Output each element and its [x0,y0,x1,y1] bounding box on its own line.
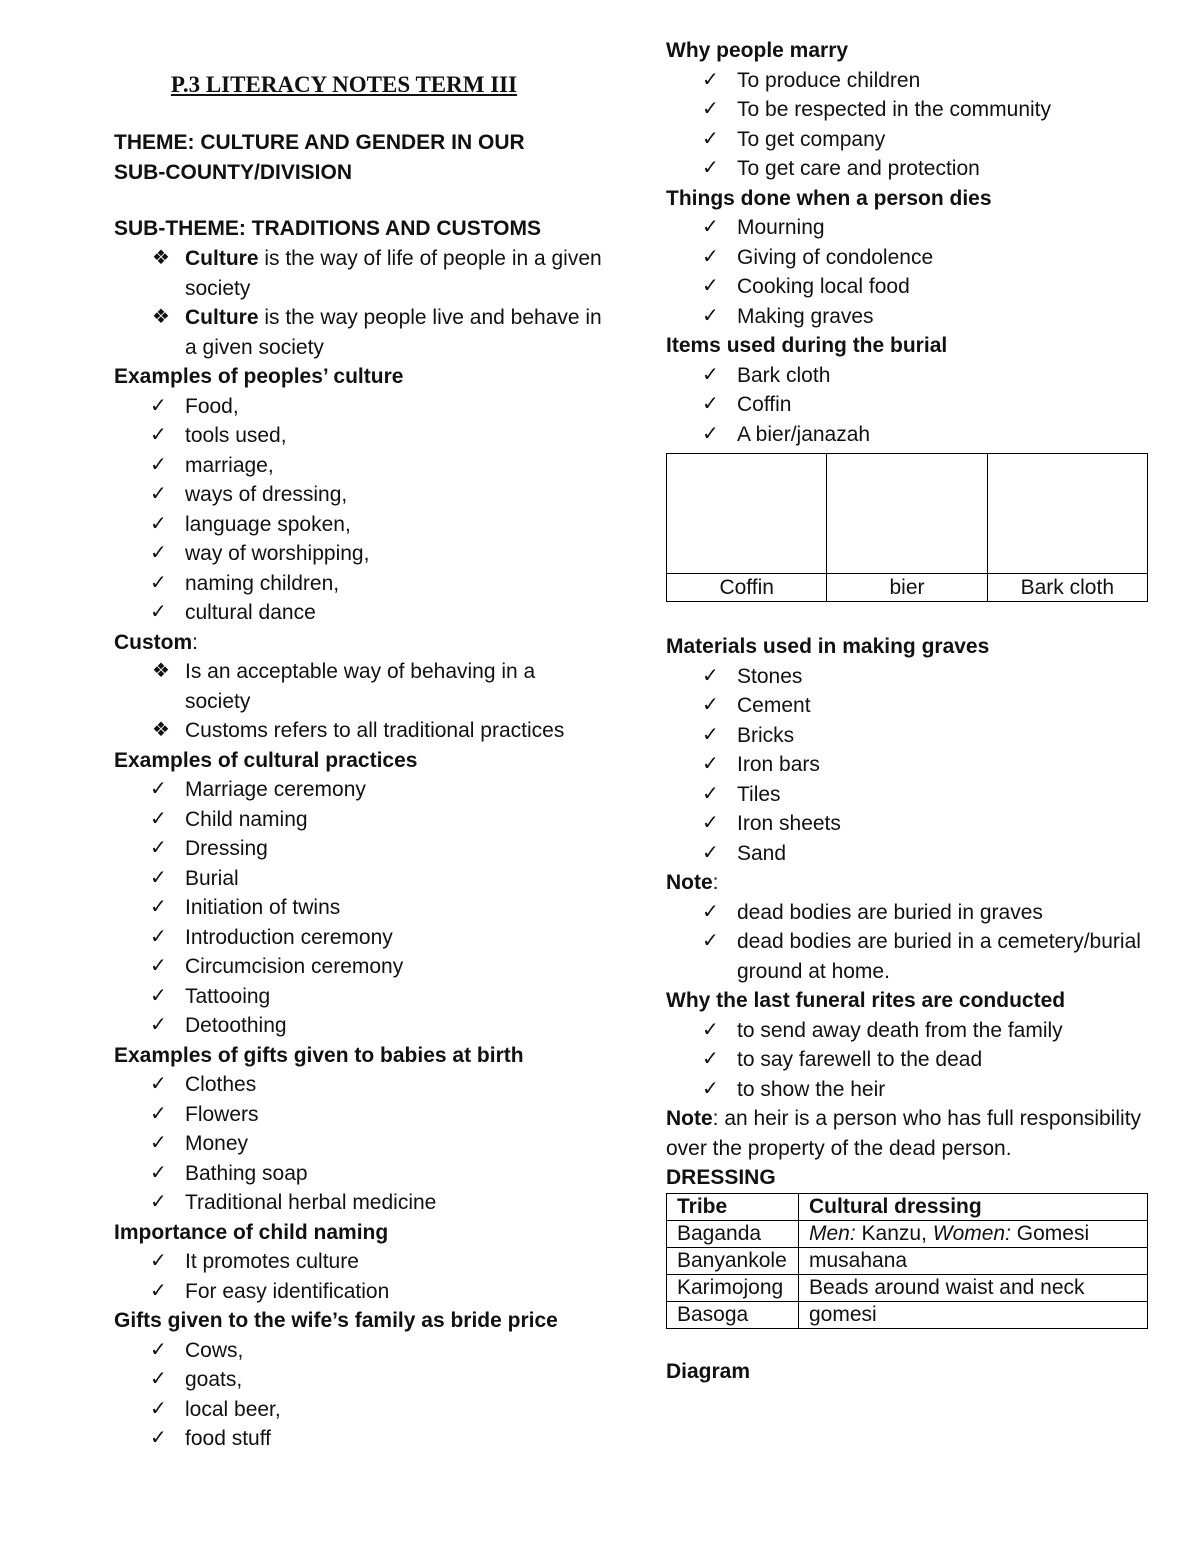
section-heading: Why people marry [666,39,849,62]
list-item: ✓ goats, [114,1365,604,1395]
list-item: ✓ It promotes culture [114,1247,604,1277]
coffin-picture-cell [667,454,827,574]
list-item: ✓ Iron bars [666,750,1156,780]
list-item: ✓ For easy identification [114,1277,604,1307]
check-icon: ✓ [150,394,167,417]
section-heading: Custom: [114,630,199,654]
check-icon: ✓ [702,1048,719,1070]
table-row [667,1247,1148,1274]
check-icon: ✓ [702,841,719,864]
cultural-practices-list [114,775,604,1041]
bier-picture-cell [827,454,987,574]
culture-examples-list [114,392,604,628]
check-icon: ✓ [150,542,167,564]
list-item: ✓ Giving of condolence [666,243,1156,273]
list-item: ✓ Tattooing [114,982,604,1012]
check-icon: ✓ [702,275,719,297]
check-icon: ✓ [150,866,167,889]
section-heading: Examples of cultural practices [114,748,418,772]
list-item: ✓ marriage, [114,451,604,481]
check-icon: ✓ [702,900,719,923]
list-item: ✓ Mourning [666,213,1156,243]
check-icon: ✓ [702,812,719,834]
table-row [667,1274,1148,1301]
list-item: ✓ Circumcision ceremony [114,952,604,982]
list-item: ✓ Coffin [666,390,1156,420]
table-cell: Karimojong [667,1274,799,1301]
section-heading: Items used during the burial [666,334,948,357]
list-item: ✓ Money [114,1129,604,1159]
list-item: ✓ Bricks [666,721,1156,751]
list-item: ✓ Traditional herbal medicine [114,1188,604,1218]
check-icon: ✓ [150,807,167,830]
check-icon: ✓ [150,1279,167,1302]
check-icon: ✓ [702,422,719,445]
list-item: ✓ cultural dance [114,598,604,628]
list-item: ✓ Making graves [666,302,1156,332]
list-item: ✓ Burial [114,864,604,894]
culture-definitions [114,244,604,362]
check-icon: ✓ [702,216,719,238]
check-icon: ✓ [150,1427,167,1449]
list-item: ❖ Culture is the way people live and behave in a given society [114,303,604,362]
table-cell: Beads around waist and neck [799,1274,1148,1301]
list-item: ✓ Flowers [114,1100,604,1130]
list-item: ✓ Sand [666,839,1156,869]
custom-list [114,657,604,746]
table-cell: gomesi [799,1301,1148,1328]
page-title: P.3 LITERACY NOTES TERM III [170,72,518,97]
check-icon: ✓ [150,1073,167,1095]
why-marry-list [666,66,1156,184]
list-item: ✓ to say farewell to the dead [666,1045,1156,1075]
check-icon: ✓ [150,896,167,918]
table-cell: Basoga [667,1301,799,1328]
check-icon: ✓ [702,127,719,150]
list-item: ✓ to show the heir [666,1075,1156,1105]
table-cell: Banyankole [667,1247,799,1274]
section-heading: Importance of child naming [114,1220,389,1244]
check-icon: ✓ [150,601,167,623]
list-item: ✓ Introduction ceremony [114,923,604,953]
check-icon: ✓ [150,1397,167,1420]
diagram-label: Diagram [666,1359,751,1383]
check-icon: ✓ [702,930,719,952]
list-item: ✓ way of worshipping, [114,539,604,569]
check-icon: ✓ [150,571,167,594]
table-cell: bier [827,574,987,602]
check-icon: ✓ [150,424,167,446]
check-icon: ✓ [150,1132,167,1154]
list-item: ✓ A bier/janazah [666,420,1156,450]
list-item: ✓ tools used, [114,421,604,451]
check-icon: ✓ [150,483,167,505]
check-icon: ✓ [702,304,719,327]
table-cell: Men: Kanzu, Women: Gomesi [799,1220,1148,1247]
diamond-bullet-icon: ❖ [152,660,170,682]
list-item: ✓ Bark cloth [666,361,1156,391]
table-cell: Coffin [667,574,827,602]
list-item: ✓ To get care and protection [666,154,1156,184]
section-heading: Note: [666,871,719,894]
list-item: ✓ To be respected in the community [666,95,1156,125]
check-icon: ✓ [150,1102,167,1125]
list-item: ✓ Dressing [114,834,604,864]
theme-heading: THEME: CULTURE AND GENDER IN OUR SUB-COUNTY/DIVISION [114,131,525,184]
list-item: ✓ dead bodies are buried in graves [666,898,1156,928]
list-item: ✓ naming children, [114,569,604,599]
list-item: ❖ Culture is the way of life of people in a given society [114,244,604,303]
bride-price-list [114,1336,604,1454]
list-item: ❖ Is an acceptable way of behaving in a society [114,657,604,716]
grave-materials-list [666,662,1156,869]
diamond-bullet-icon: ❖ [152,719,170,741]
list-item: ✓ ways of dressing, [114,480,604,510]
table-cell: musahana [799,1247,1148,1274]
funeral-rites-list [666,1016,1156,1105]
check-icon: ✓ [150,512,167,535]
list-item: ✓ Detoothing [114,1011,604,1041]
list-item: ✓ Cooking local food [666,272,1156,302]
check-icon: ✓ [702,157,719,179]
table-row [667,1220,1148,1247]
list-item: ✓ Stones [666,662,1156,692]
check-icon: ✓ [702,782,719,805]
check-icon: ✓ [702,393,719,415]
table-header: Tribe [667,1193,799,1220]
list-item: ✓ Bathing soap [114,1159,604,1189]
section-heading: Gifts given to the wife’s family as bride price [114,1309,558,1332]
list-item: ✓ dead bodies are buried in a cemetery/burial ground at home. [666,927,1156,986]
check-icon: ✓ [150,1161,167,1184]
list-item: ✓ Marriage ceremony [114,775,604,805]
check-icon: ✓ [702,363,719,386]
section-heading: Why the last funeral rites are conducted [666,989,1066,1012]
list-item: ✓ language spoken, [114,510,604,540]
diamond-bullet-icon: ❖ [152,306,170,328]
right-column [666,36,1156,1387]
list-item: ✓ to send away death from the family [666,1016,1156,1046]
table-cell: Bark cloth [987,574,1147,602]
table-row [667,1301,1148,1328]
diamond-bullet-icon: ❖ [152,247,170,269]
baby-gifts-list [114,1070,604,1218]
check-icon: ✓ [150,984,167,1007]
subtheme-heading: SUB-THEME: TRADITIONS AND CUSTOMS [114,217,541,240]
list-item: ✓ Cement [666,691,1156,721]
left-column [114,0,604,1454]
check-icon: ✓ [702,245,719,268]
list-item: ✓ To produce children [666,66,1156,96]
check-icon: ✓ [150,453,167,476]
check-icon: ✓ [150,955,167,977]
check-icon: ✓ [702,68,719,91]
check-icon: ✓ [150,1014,167,1036]
when-dies-list [666,213,1156,331]
check-icon: ✓ [150,1338,167,1361]
section-heading: Examples of gifts given to babies at birth [114,1043,524,1067]
check-icon: ✓ [150,1368,167,1390]
check-icon: ✓ [702,694,719,716]
section-heading: Materials used in making graves [666,635,990,658]
heir-note: Note: an heir is a person who has full responsibility over the property of the dead person. [666,1107,1142,1160]
dressing-table [666,1193,1148,1329]
check-icon: ✓ [702,1077,719,1100]
section-heading: DRESSING [666,1166,776,1189]
check-icon: ✓ [150,778,167,800]
list-item: ✓ Cows, [114,1336,604,1366]
list-item: ✓ Tiles [666,780,1156,810]
check-icon: ✓ [702,98,719,120]
table-header: Cultural dressing [799,1193,1148,1220]
list-item: ✓ local beer, [114,1395,604,1425]
check-icon: ✓ [702,723,719,746]
check-icon: ✓ [150,837,167,859]
burial-items-list [666,361,1156,450]
check-icon: ✓ [150,925,167,948]
check-icon: ✓ [702,753,719,775]
section-heading: Things done when a person dies [666,186,992,210]
list-item: ✓ Child naming [114,805,604,835]
list-item: ✓ Initiation of twins [114,893,604,923]
check-icon: ✓ [150,1250,167,1272]
list-item: ✓ Food, [114,392,604,422]
child-naming-list [114,1247,604,1306]
burial-items-table [666,453,1148,602]
bark-cloth-picture-cell [987,454,1147,574]
note-list [666,898,1156,987]
check-icon: ✓ [702,664,719,687]
table-cell: Baganda [667,1220,799,1247]
list-item: ❖ Customs refers to all traditional practices [114,716,604,746]
section-heading: Examples of peoples’ culture [114,365,404,388]
list-item: ✓ Clothes [114,1070,604,1100]
list-item: ✓ To get company [666,125,1156,155]
check-icon: ✓ [150,1191,167,1213]
check-icon: ✓ [702,1018,719,1041]
list-item: ✓ food stuff [114,1424,604,1454]
list-item: ✓ Iron sheets [666,809,1156,839]
